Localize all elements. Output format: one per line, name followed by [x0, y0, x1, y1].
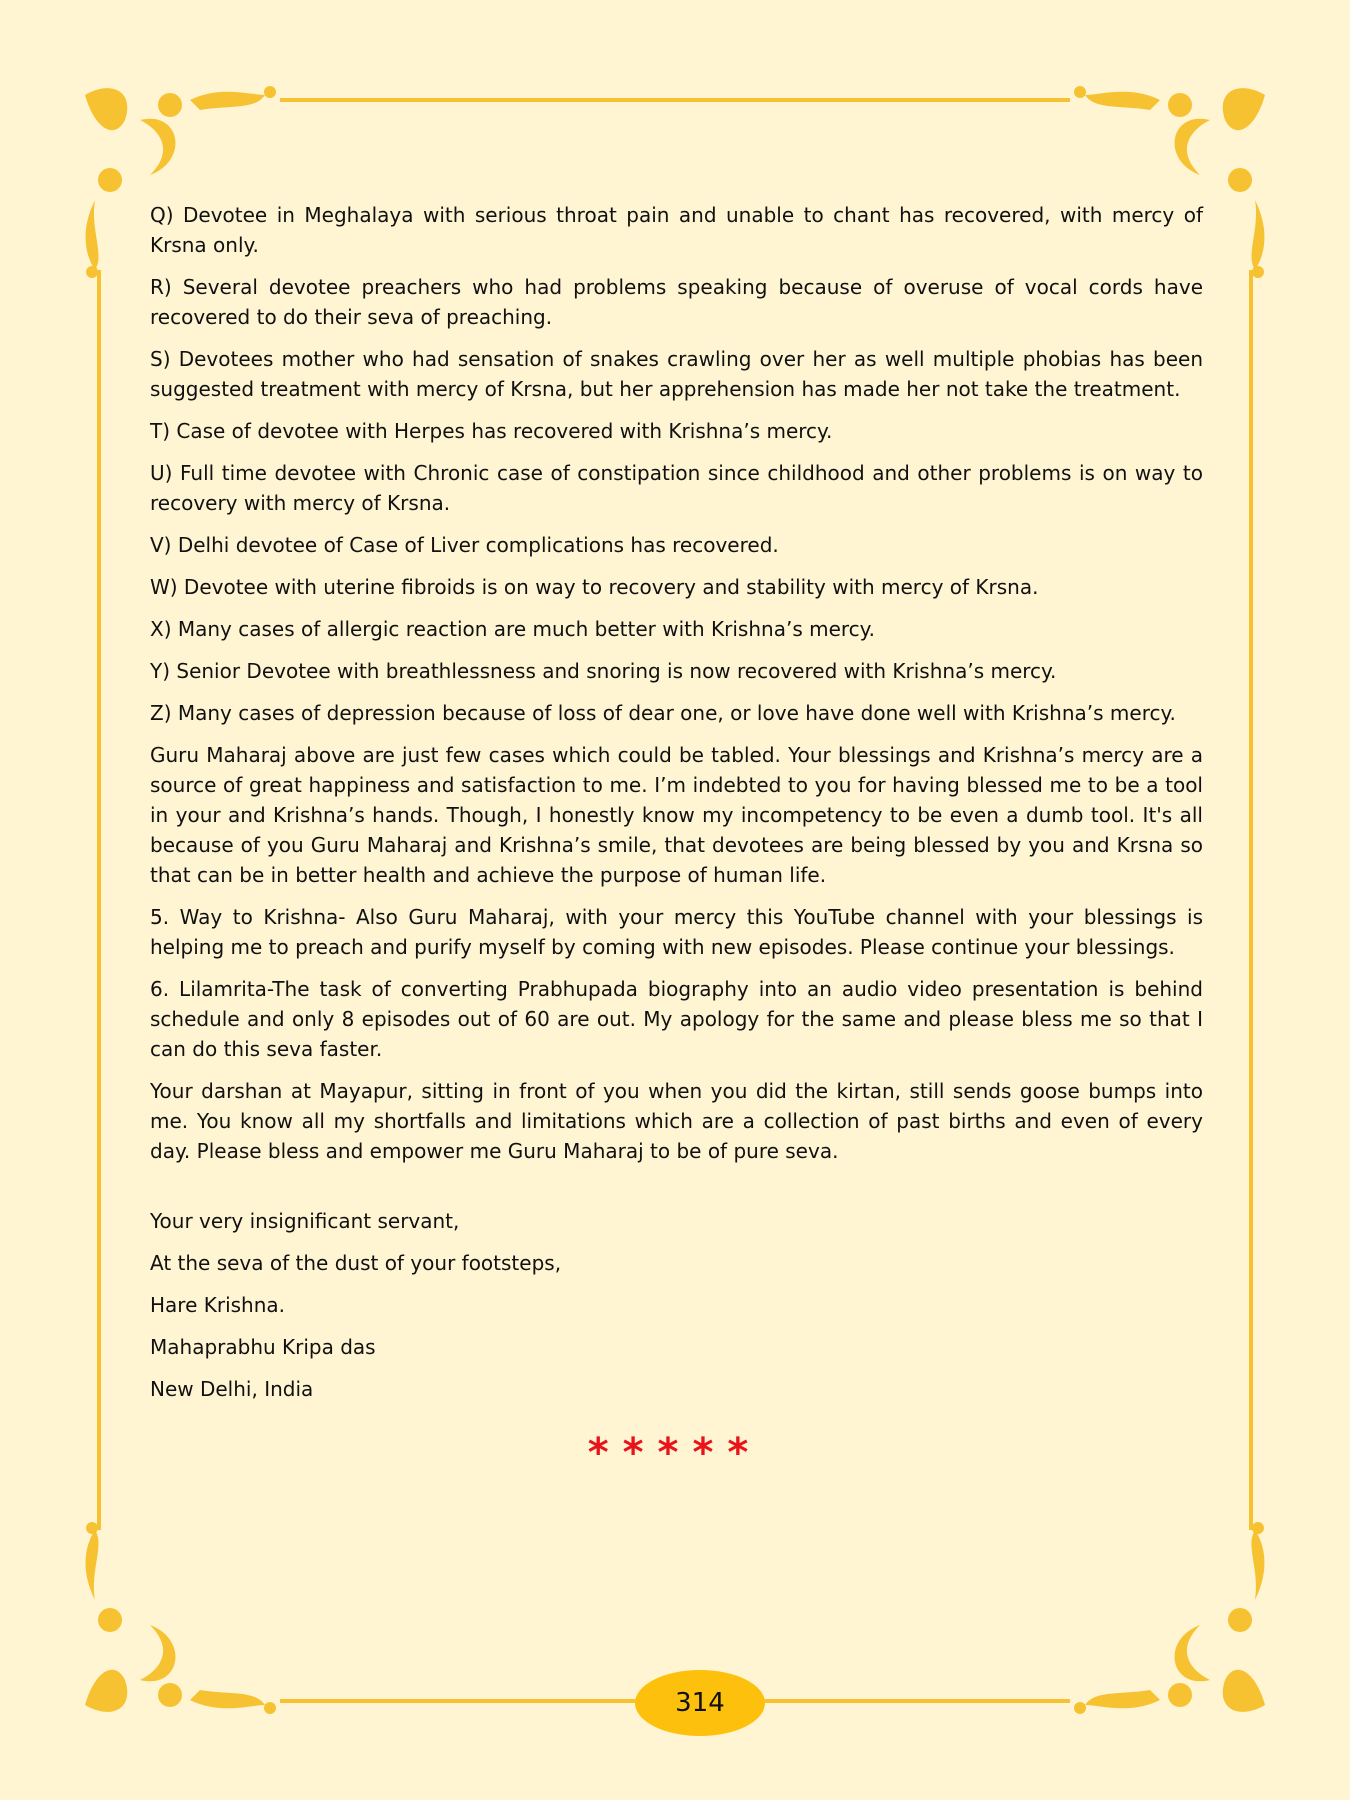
section-separator: *****: [587, 1430, 763, 1476]
paragraph-darshan: Your darshan at Mayapur, sitting in front of you when you did the kirtan, still sends goose bumps into me. You know all my shortfalls and limitations which are a collection of past births and even of every day. Please bless and empower me Guru Maharaj to be of pure seva.: [150, 1079, 1203, 1163]
signature-line: Hare Krishna.: [150, 1293, 286, 1317]
border-right: [1249, 270, 1253, 1530]
paragraph-r: R) Several devotee preachers who had problems speaking because of overuse of vocal cords have recovered to do their seva of preaching.: [150, 275, 1203, 329]
paragraph-s: S) Devotees mother who had sensation of snakes crawling over her as well multiple phobias has been suggested treatment with mercy of Krsna, but her apprehension has made her not take the treatment.: [150, 347, 1203, 401]
signature-line: Your very insignificant servant,: [150, 1209, 460, 1233]
paragraph-w: W) Devotee with uterine fibroids is on way to recovery and stability with mercy of Krsna.: [150, 575, 1039, 599]
border-bottom-right: [760, 1699, 1070, 1703]
corner-ornament-icon: [80, 1520, 280, 1720]
paragraph-x: X) Many cases of allergic reaction are much better with Krishna’s mercy.: [150, 617, 875, 641]
border-left: [97, 270, 101, 1530]
signature-block: [150, 1206, 1203, 1404]
paragraph-u: U) Full time devotee with Chronic case of constipation since childhood and other problems is on way to recovery with mercy of Krsna.: [150, 461, 1203, 515]
page-number: 314: [635, 1670, 765, 1736]
paragraph-summary: Guru Maharaj above are just few cases which could be tabled. Your blessings and Krishna’s mercy are a source of great happiness and satisfaction to me. I’m indebted to you for having blessed me to be a tool in your and Krishna’s hands. Though, I honestly know my incompetency to be even a dumb tool. It's all because of you Guru Maharaj and Krishna’s smile, that devotees are being blessed by you and Krsna so that can be in better health and achieve the purpose of human life.: [150, 743, 1203, 887]
paragraph-z: Z) Many cases of depression because of loss of dear one, or love have done well with Krishna’s mercy.: [150, 701, 1176, 725]
paragraph-t: T) Case of devotee with Herpes has recovered with Krishna’s mercy.: [150, 419, 833, 443]
border-top: [280, 98, 1070, 102]
letter-body: [150, 200, 1203, 1416]
paragraph-q: Q) Devotee in Meghalaya with serious throat pain and unable to chant has recovered, with mercy of Krsna only.: [150, 203, 1203, 257]
paragraph-lilamrita: 6. Lilamrita-The task of converting Prabhupada biography into an audio video presentation is behind schedule and only 8 episodes out of 60 are out. My apology for the same and please bless me so that I can do this seva faster.: [150, 977, 1203, 1061]
corner-ornament-icon: [1070, 1520, 1270, 1720]
signature-location: New Delhi, India: [150, 1377, 314, 1401]
border-bottom-left: [280, 1699, 640, 1703]
signature-name: Mahaprabhu Kripa das: [150, 1335, 376, 1359]
paragraph-way-to-krishna: 5. Way to Krishna- Also Guru Maharaj, with your mercy this YouTube channel with your blessings is helping me to preach and purify myself by coming with new episodes. Please continue your blessings.: [150, 905, 1203, 959]
signature-line: At the seva of the dust of your footsteps,: [150, 1251, 562, 1275]
paragraph-y: Y) Senior Devotee with breathlessness and snoring is now recovered with Krishna’s mercy.: [150, 659, 1057, 683]
paragraph-v: V) Delhi devotee of Case of Liver complications has recovered.: [150, 533, 779, 557]
